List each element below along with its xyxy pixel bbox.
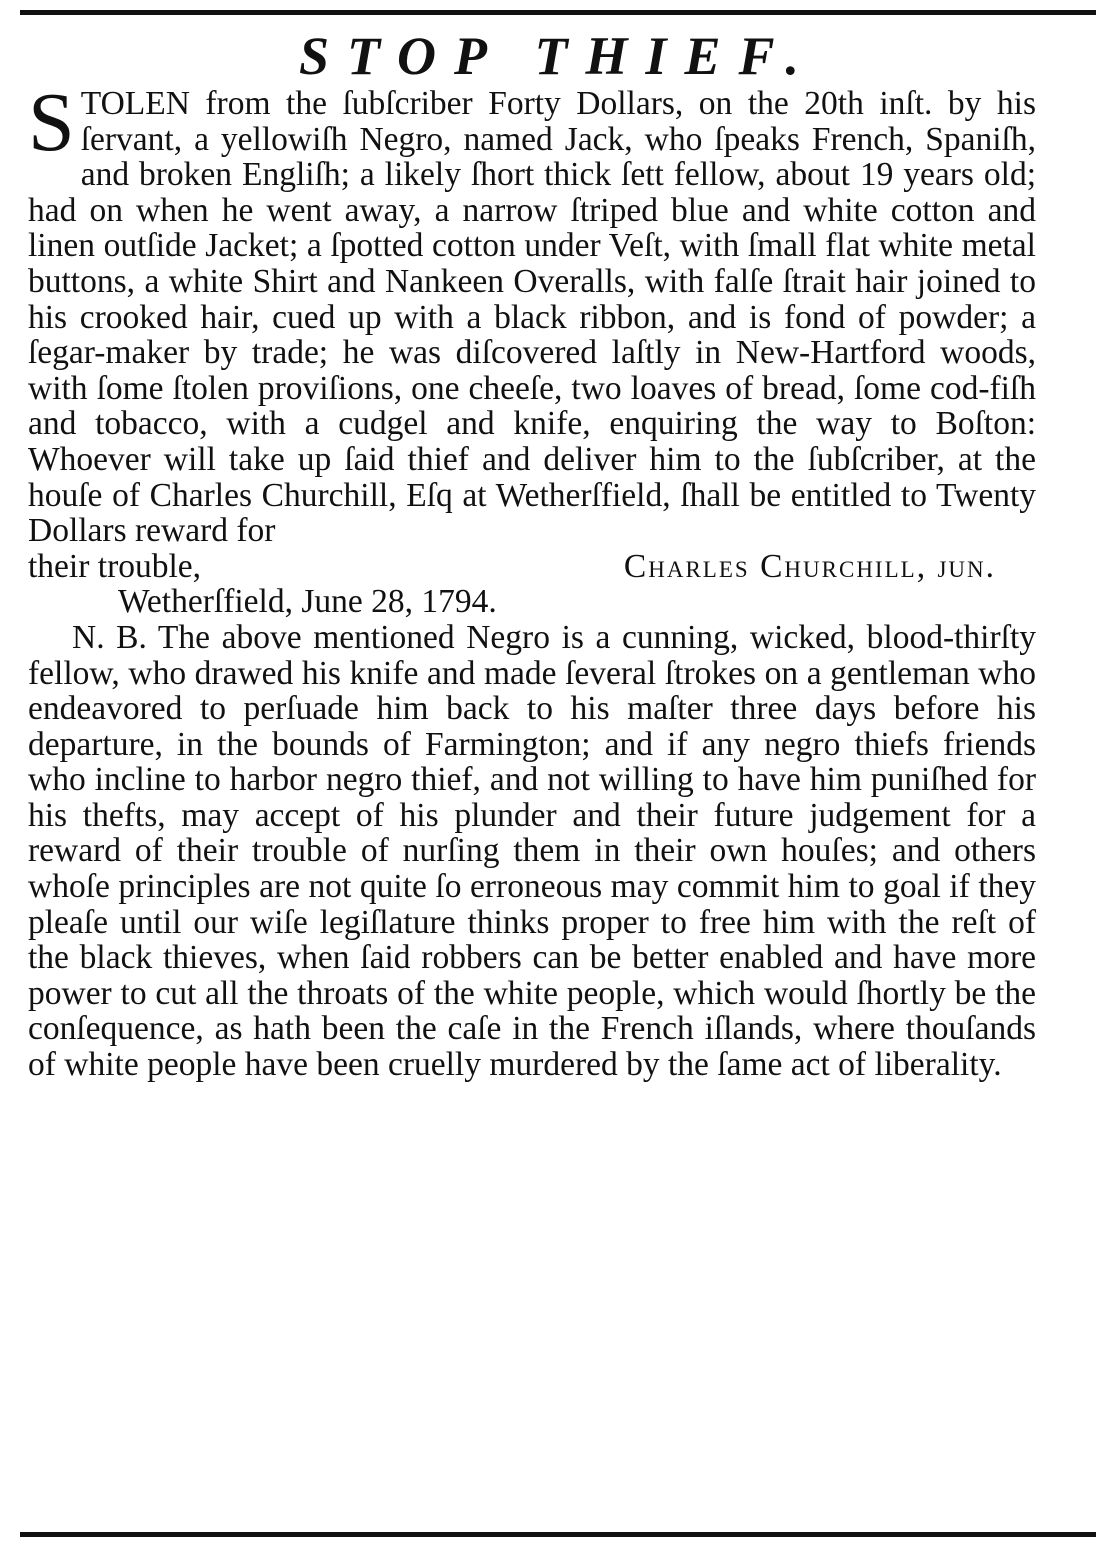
main-paragraph — [28, 76, 1036, 550]
dateline: Wetherſfield, June 28, 1794. — [118, 583, 497, 621]
bottom-rule — [20, 1532, 1096, 1537]
top-rule — [20, 10, 1096, 15]
advertisement-body — [28, 76, 1036, 1084]
main-text: TOLEN from the ſubſcriber Forty Dollars, on the 20th inſt. by his ſervant, a yellowiſh Negro, named Jack, who ſpeaks French, Spaniſh, and broken Engliſh; a likely ſhort thick ſett fellow, about 19 years old; had on when he went away, a narrow ſtriped blue and white cotton and linen outſide Jacket; a ſpotted cotton under Veſt, with ſmall flat white metal buttons, a white Shirt and Nankeen Overalls, with falſe ſtrait hair joined to his crooked hair, cued up with a black ribbon, and is fond of powder; a ſegar-maker by trade; he was diſcovered laſtly in New-Hartford woods, with ſome ſtolen proviſions, one cheeſe, two loaves of bread, ſome cod-fiſh and tobacco, with a cudgel and knife, enquiring the way to Boſton: Whoever will take up ſaid thief and deliver him to the ſubſcriber, at the houſe of Charles Churchill, Eſq at Wetherſfield, ſhall be entitled to Twenty Dollars reward for — [28, 85, 1036, 550]
nb-paragraph: N. B. The above mentioned Negro is a cunning, wicked, blood-thirſty fellow, who drawed his knife and made ſeveral ſtrokes on a gentleman who endeavored to perſuade him back to his maſter three days before his departure, in the bounds of Farmington; and if any negro thiefs friends who incline to harbor negro thief, and not willing to have him puniſhed for his thefts, may accept of his plunder and their future judgement for a reward of their trouble of nurſing them in their own houſes; and others whoſe principles are not quite ſo erroneous may commit him to goal if they pleaſe until our wiſe legiſlature thinks proper to free him with the reſt of the black thieves, when ſaid robbers can be better enabled and have more power to cut all the throats of the white people, which would ſhortly be the conſequence, as hath been the caſe in the French iſlands, where thouſands of white people have been cruelly murdered by the ſame act of liberality. — [28, 618, 1036, 1084]
signature-line — [28, 549, 1036, 585]
ad-title: STOP THIEF. — [298, 26, 818, 86]
closing-text: their trouble, — [28, 547, 202, 585]
signature: Charles Churchill, jun. — [623, 547, 996, 585]
drop-cap: S — [28, 76, 75, 169]
